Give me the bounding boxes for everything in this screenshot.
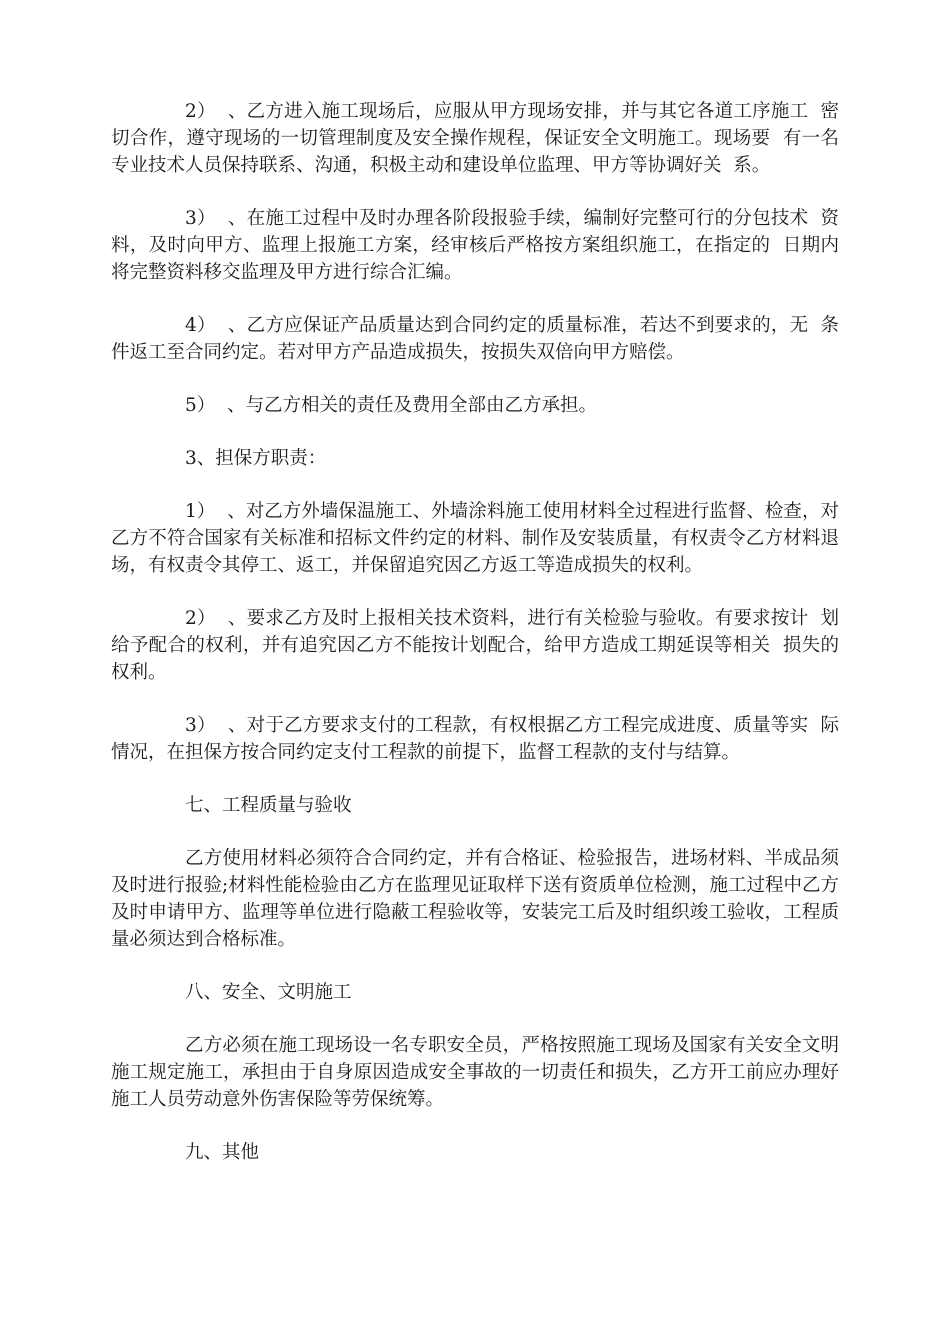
section-7-body: 乙方使用材料必须符合合同约定，并有合格证、检验报告，进场材料、半成品须及时进行报验;材料性能检验由乙方在监理见证取样下送有资质单位检测，施工过程中乙方及时申请甲方、监理等单位进行隐蔽工程验收等，安装完工后及时组织竣工验收，工程质量必须达到合格标准。: [111, 848, 839, 950]
section-8-body: 乙方必须在施工现场设一名专职安全员，严格按照施工现场及国家有关安全文明施工规定施工，承担由于自身原因造成安全事故的一切责任和损失，乙方开工前应办理好施工人员劳动意外伤害保险等劳保统筹。: [111, 1035, 839, 1110]
clause-b2-4: 4） 、乙方应保证产品质量达到合同约定的质量标准，若达不到要求的，无 条件返工至合同约定。若对甲方产品造成损失，按损失双倍向甲方赔偿。: [111, 315, 839, 363]
section-7-quality: 七、工程质量与验收: [185, 795, 352, 816]
clause-c3-2: 2） 、要求乙方及时上报相关技术资料，进行有关检验与验收。有要求按计 划给予配合的权利，并有追究因乙方不能按计划配合，给甲方造成工期延误等相关 损失的权利。: [111, 608, 839, 683]
clause-b2-5: 5） 、与乙方相关的责任及费用全部由乙方承担。: [185, 395, 598, 416]
clause-b2-2: 2） 、乙方进入施工现场后，应服从甲方现场安排，并与其它各道工序施工 密切合作，遵守现场的一切管理制度及安全操作规程，保证安全文明施工。现场要 有一名专业技术人员保持联系、沟通，积极主动和建设单位监理、甲方等协调好关 系。: [111, 101, 839, 176]
section-8-safety: 八、安全、文明施工: [185, 982, 352, 1003]
clause-b2-3: 3） 、在施工过程中及时办理各阶段报验手续，编制好完整可行的分包技术 资料，及时向甲方、监理上报施工方案，经审核后严格按方案组织施工，在指定的 日期内将完整资料移交监理及甲方进行综合汇编。: [111, 208, 839, 283]
document-body: [111, 98, 839, 1192]
section-9-other: 九、其他: [185, 1142, 260, 1163]
clause-c3-3: 3） 、对于乙方要求支付的工程款，有权根据乙方工程完成进度、质量等实 际情况，在担保方按合同约定支付工程款的前提下，监督工程款的支付与结算。: [111, 715, 839, 763]
clause-c3-1: 1） 、对乙方外墙保温施工、外墙涂料施工使用材料全过程进行监督、检查，对乙方不符合国家有关标准和招标文件约定的材料、制作及安装质量，有权责令乙方材料退场，有权责令其停工、返工，并保留追究因乙方返工等造成损失的权利。: [111, 501, 839, 576]
section-guarantor-duties: 3、担保方职责：: [185, 448, 327, 469]
